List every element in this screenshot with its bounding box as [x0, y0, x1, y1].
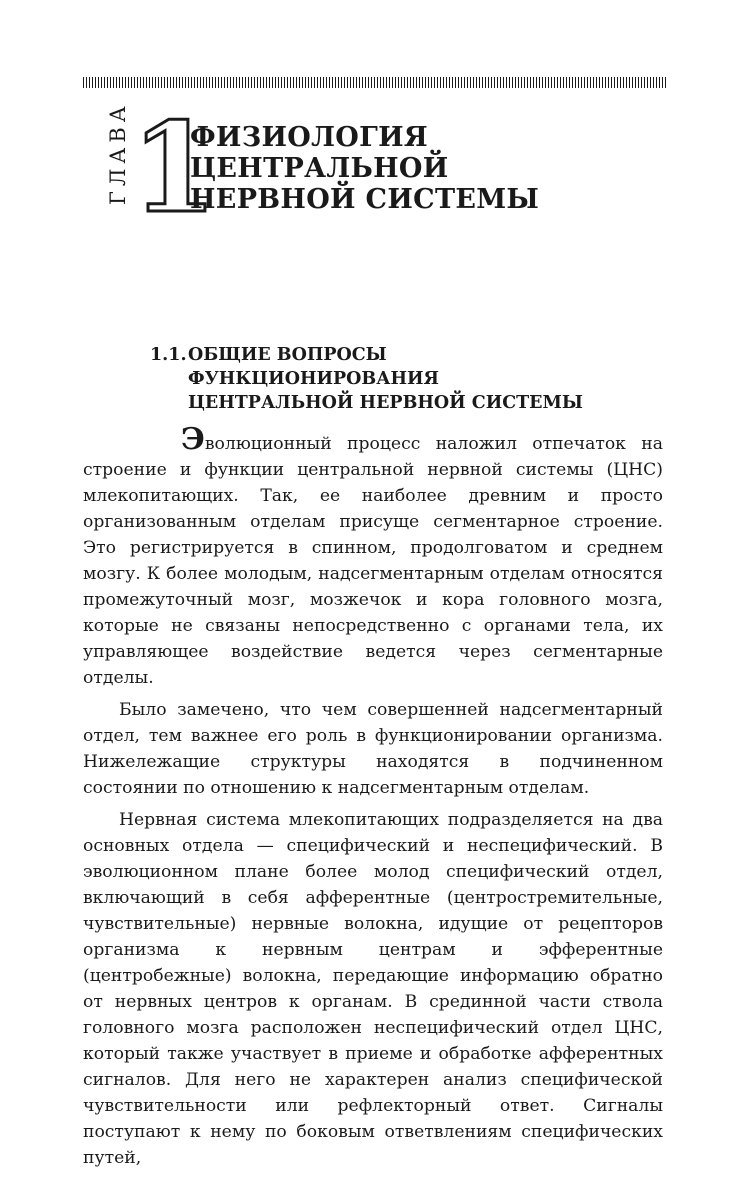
- section-title-line: ОБЩИЕ ВОПРОСЫ: [188, 345, 387, 365]
- section-title: [188, 343, 583, 415]
- chapter-title-line: ФИЗИОЛОГИЯ: [190, 122, 428, 153]
- section-number: 1.1.: [150, 345, 187, 365]
- section-title-line: ЦЕНТРАЛЬНОЙ НЕРВНОЙ СИСТЕМЫ: [188, 393, 583, 413]
- chapter-number: 1: [131, 96, 218, 241]
- paragraph-text: волюционный процесс наложил отпечаток на строение и функции центральной нервной системы (ЦНС) млекопитающих. Так, ее наиболее древним и просто организованным отделам присуще сегментарное строение. Это регистрируется в спинном, продолговатом и среднем мозгу. К более молодым, надсегментарным отделам относятся промежуточный мозг, мозжечок и кора головного мозга, которые не связаны непосредственно с органами тела, их управляющее воздействие ведется через сегментарные отделы.: [83, 434, 663, 688]
- paragraph: Было замечено, что чем совершенней надсегментарный отдел, тем важнее его роль в функционировании организма. Нижележащие структуры находятся в подчиненном состоянии по отношению к надсегментарным отделам.: [83, 700, 663, 798]
- decorative-rule: [83, 77, 666, 88]
- body-text: [83, 422, 663, 1177]
- chapter-label: ГЛАВА: [106, 101, 130, 205]
- section-title-line: ФУНКЦИОНИРОВАНИЯ: [188, 369, 439, 389]
- chapter-title-line: ЦЕНТРАЛЬНОЙ: [190, 153, 449, 184]
- chapter-title-line: НЕРВНОЙ СИСТЕМЫ: [190, 184, 540, 215]
- paragraph: Нервная система млекопитающих подразделяется на два основных отдела — специфический и неспецифический. В эволюционном плане более молод специфический отдел, включающий в себя афферентные (центростремительные, чувствительные) нервные волокна, идущие от рецепторов организма к нервным центрам и эфферентные (центробежные) волокна, передающие информацию обратно от нервных центров к органам. В срединной части ствола головного мозга расположен неспецифический отдел ЦНС, который также участвует в приеме и обработке афферентных сигналов. Для него не характерен анализ специфической чувствительности или рефлекторный ответ. Сигналы поступают к нему по боковым ответвлениям специфических путей,: [83, 810, 663, 1168]
- paragraph: [83, 422, 663, 691]
- drop-cap: Э: [181, 422, 205, 457]
- chapter-title: [190, 122, 539, 215]
